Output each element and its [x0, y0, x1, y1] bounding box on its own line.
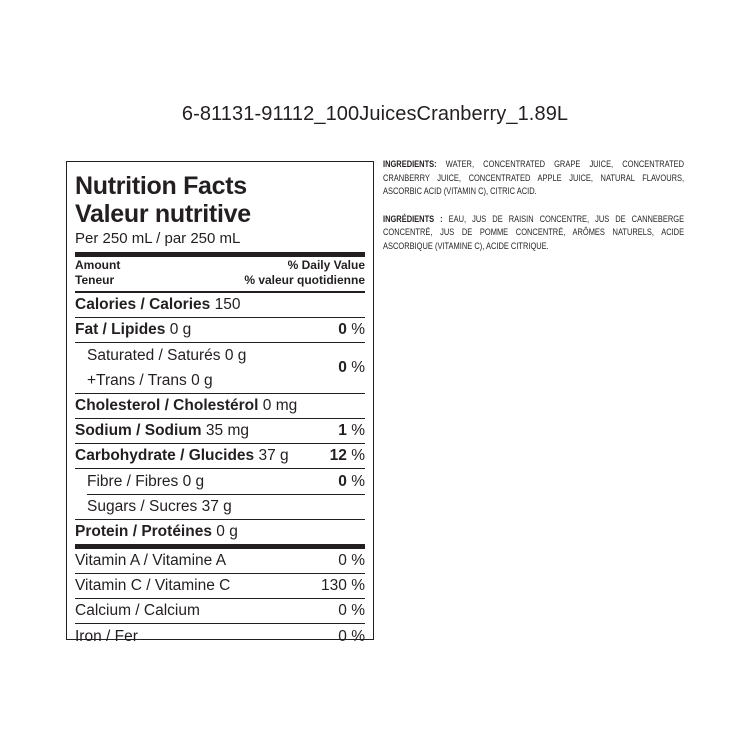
fibre-dv: 0: [338, 472, 347, 490]
sodium-value: 35 mg: [205, 422, 249, 439]
row-cholesterol: [75, 394, 365, 419]
fat-value: 0 g: [169, 321, 192, 338]
sugars-value: 37 g: [201, 498, 232, 515]
iron-dv: 0 %: [338, 627, 365, 645]
cholesterol-value: 0 mg: [262, 397, 298, 414]
ingredients-fr-text: EAU, JUS DE RAISIN CONCENTRE, JUS DE CANNEBERGE CONCENTRÉ, JUS DE POMME CONCENTRÉ, ARÔMES NATURELS, ACIDE ASCORBIQUE (VITAMINE C), ACIDE CITRIQUE.: [383, 213, 685, 252]
daily-value-header: [75, 257, 365, 288]
file-title: 6-81131-91112_100JuicesCranberry_1.89L: [181, 103, 569, 125]
ingredients-en-label: INGREDIENTS:: [383, 159, 437, 170]
row-calcium: [75, 599, 365, 624]
protein-value: 0 g: [216, 523, 238, 540]
row-protein: [75, 520, 365, 544]
carbohydrate-value: 37 g: [258, 447, 289, 464]
sat-trans-dv: 0: [338, 359, 347, 376]
row-vitamin-c: [75, 574, 365, 599]
ingredients-fr: [383, 213, 684, 254]
ingredients-fr-label: INGRÉDIENTS :: [383, 213, 443, 225]
calcium-label: Calcium / Calcium: [75, 602, 200, 619]
calcium-dv: 0 %: [338, 602, 365, 619]
saturated-label: Saturated / Saturés: [87, 347, 221, 364]
fibre-label: Fibre / Fibres: [87, 472, 179, 490]
carbohydrate-dv: 12: [329, 447, 347, 464]
vitamin-a-dv: 0 %: [338, 552, 365, 569]
fibre-value: 0 g: [182, 472, 205, 490]
nutrition-facts-table: [66, 161, 374, 645]
calories-value: 150: [214, 296, 241, 313]
sodium-label: Sodium / Sodium: [75, 422, 202, 439]
sugars-label: Sugars / Sucres: [87, 498, 198, 515]
row-calories: [75, 293, 365, 318]
iron-label: Iron / Fer: [75, 627, 138, 645]
vitamin-a-label: Vitamin A / Vitamine A: [75, 552, 227, 569]
ingredients-block: [383, 158, 684, 267]
row-vitamin-a: [75, 549, 365, 574]
row-sugars: [75, 495, 365, 520]
row-fibre: Fibre / Fibres 0 g 0 %: [87, 472, 365, 490]
row-fat: Fat / Lipides 0 g 0 %: [75, 318, 365, 343]
trans-label: +Trans / Trans: [87, 372, 187, 389]
dv-label-en: % Daily Value: [287, 258, 365, 272]
row-saturated-trans: Saturated / Saturés 0 g +Trans / Trans 0 g 0 %: [75, 343, 365, 394]
vitamin-c-dv: 130 %: [321, 577, 365, 594]
saturated-value: 0 g: [224, 347, 247, 364]
calories-label: Calories / Calories: [75, 296, 211, 313]
amount-label-fr: Teneur: [75, 273, 115, 287]
amount-label-en: Amount: [75, 258, 121, 272]
protein-label: Protein / Protéines: [75, 523, 212, 540]
ingredients-en: [383, 158, 684, 199]
ingredients-en-text: WATER, CONCENTRATED GRAPE JUICE, CONCENTRATED CRANBERRY JUICE, CONCENTRATED APPLE JUICE, NATURAL FLAVOURS, ASCORBIC ACID (VITAMIN C), CITRIC ACID.: [383, 159, 685, 197]
row-sodium: Sodium / Sodium 35 mg 1 %: [75, 419, 365, 444]
serving-size: Per 250 mL / par 250 mL: [75, 230, 241, 247]
fat-dv: 0: [338, 321, 347, 338]
sodium-dv: 1: [338, 422, 347, 439]
row-carbohydrate: Carbohydrate / Glucides 37 g 12 %: [75, 444, 365, 469]
dv-label-fr: % valeur quotidienne: [244, 273, 365, 287]
carbohydrate-label: Carbohydrate / Glucides: [75, 447, 255, 464]
trans-value: 0 g: [191, 372, 213, 389]
cholesterol-label: Cholesterol / Cholestérol: [75, 397, 259, 414]
fat-label: Fat / Lipides: [75, 321, 166, 338]
row-iron: [75, 624, 365, 649]
nutrition-title-en: Nutrition Facts: [75, 172, 247, 200]
nutrition-title-fr: Valeur nutritive: [75, 200, 251, 228]
vitamin-c-label: Vitamin C / Vitamine C: [75, 577, 231, 594]
